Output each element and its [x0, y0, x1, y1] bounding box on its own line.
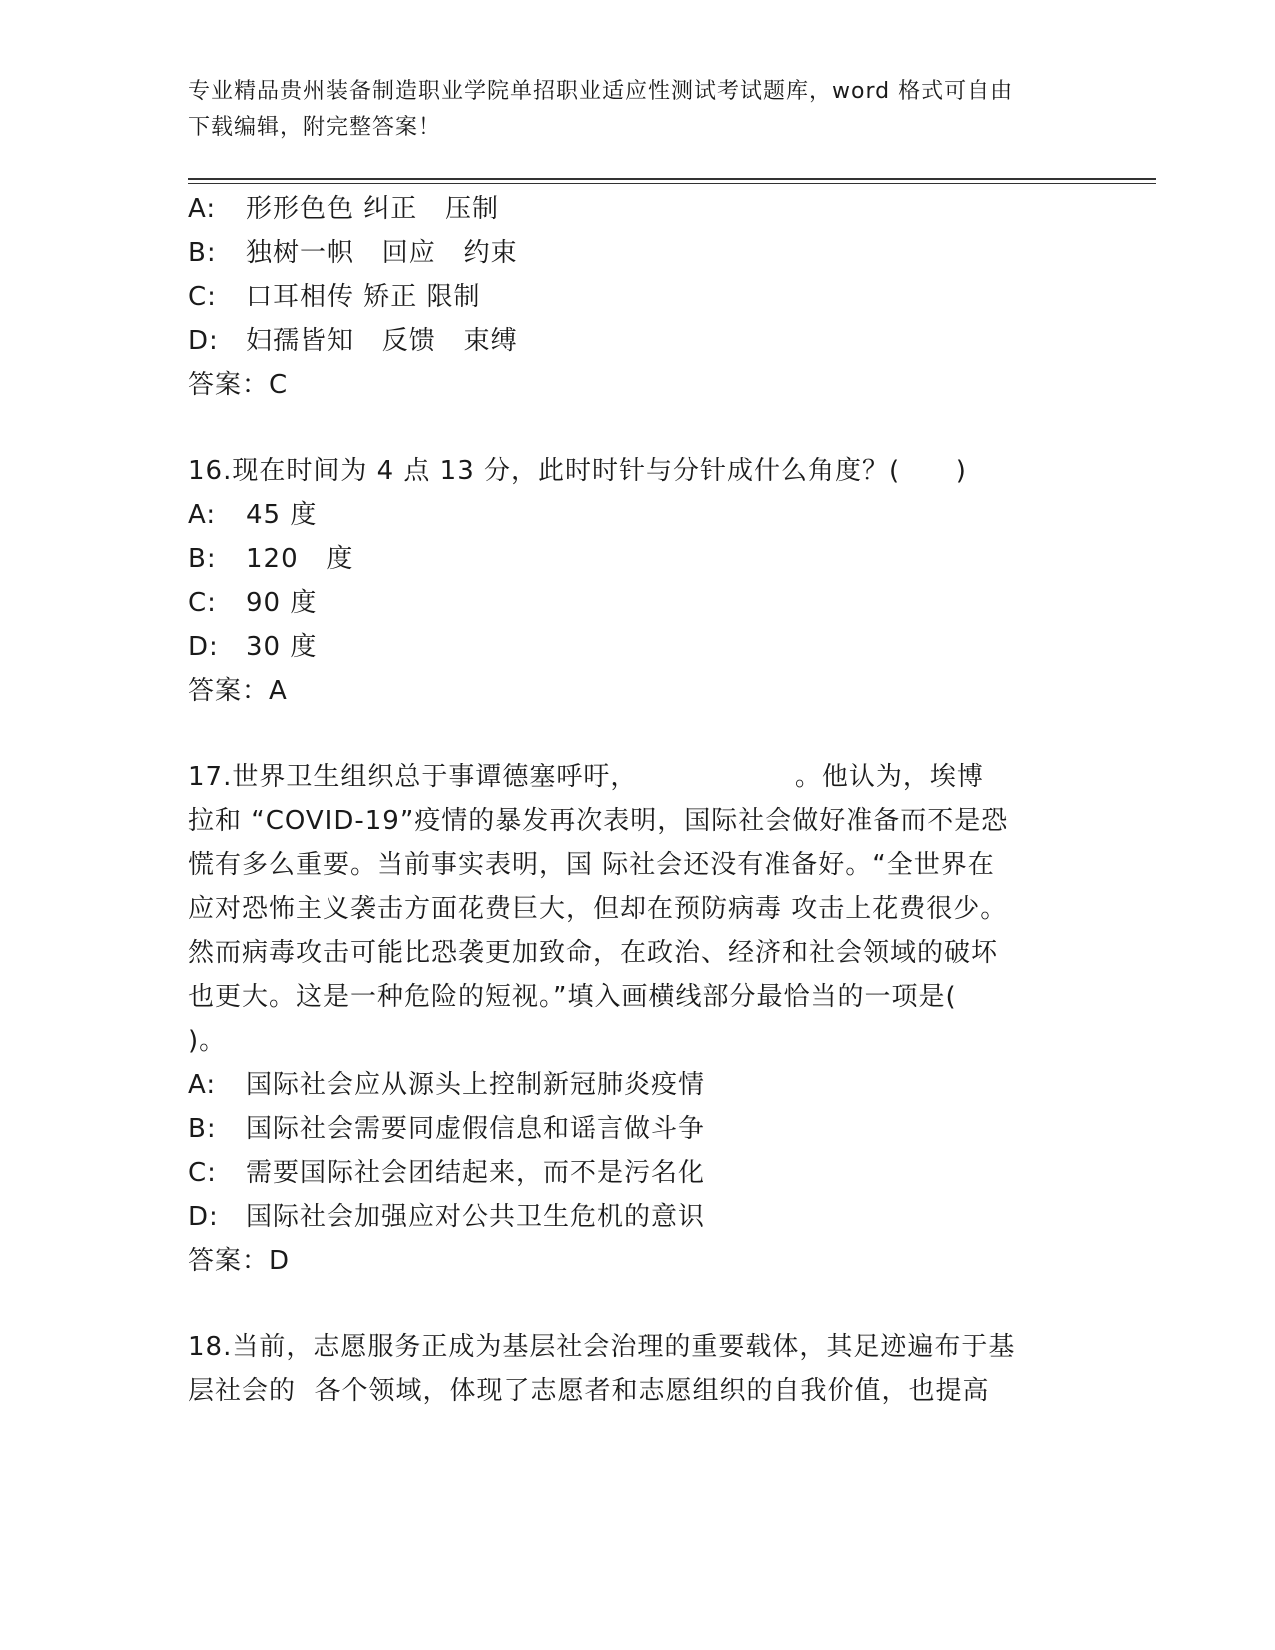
- q17-option-b: B: 国际社会需要同虚假信息和谣言做斗争: [188, 1114, 706, 1144]
- q17-option-d: D: 国际社会加强应对公共卫生危机的意识: [188, 1202, 706, 1232]
- header-line-2: 下载编辑，附完整答案！: [188, 115, 442, 140]
- q15-option-a: A: 形形色色 纠正 压制: [188, 194, 500, 224]
- header-line-1: 专业精品贵州装备制造职业学院单招职业适应性测试考试题库，word 格式可自由: [188, 79, 1014, 104]
- q17-stem-line-2: 拉和 “COVID-19”疫情的暴发再次表明，国际社会做好准备而不是恐: [188, 806, 1009, 836]
- q17-stem-line-7: )。: [188, 1026, 227, 1056]
- q17-stem-line-6: 也更大。这是一种危险的短视。”填入画横线部分最恰当的一项是(: [188, 982, 957, 1012]
- q17-option-c: C: 需要国际社会团结起来，而不是污名化: [188, 1158, 706, 1188]
- q17-answer: 答案：D: [188, 1246, 291, 1276]
- q15-option-d: D: 妇孺皆知 反馈 束缚: [188, 326, 518, 356]
- q18-stem-line-2: 层社会的 各个领域，体现了志愿者和志愿组织的自我价值，也提高: [188, 1376, 990, 1406]
- q17-stem-line-3: 慌有多么重要。当前事实表明，国 际社会还没有准备好。“全世界在: [188, 850, 995, 880]
- q15-option-c: C: 口耳相传 矫正 限制: [188, 282, 481, 312]
- q16-option-b: B: 120 度: [188, 544, 354, 574]
- q16-option-c: C: 90 度: [188, 588, 318, 618]
- q17-stem-line-1: 17.世界卫生组织总于事谭德塞呼吁， 。他认为，埃博: [188, 762, 984, 792]
- q16-option-a: A: 45 度: [188, 500, 318, 530]
- q17-stem-line-4: 应对恐怖主义袭击方面花费巨大，但却在预防病毒 攻击上花费很少。: [188, 894, 1008, 924]
- q16-option-d: D: 30 度: [188, 632, 318, 662]
- q16-answer: 答案：A: [188, 676, 288, 706]
- q15-option-b: B: 独树一帜 回应 约束: [188, 238, 518, 268]
- q18-stem-line-1: 18.当前，志愿服务正成为基层社会治理的重要载体，其足迹遍布于基: [188, 1332, 1016, 1362]
- q15-answer: 答案：C: [188, 370, 289, 400]
- header-rule-thick: [188, 178, 1156, 180]
- document-header: [188, 74, 1088, 146]
- q17-option-a: A: 国际社会应从源头上控制新冠肺炎疫情: [188, 1070, 706, 1100]
- q16-stem: 16.现在时间为 4 点 13 分，此时时针与分针成什么角度？( ): [188, 456, 967, 486]
- q17-stem-line-5: 然而病毒攻击可能比恐袭更加致命，在政治、经济和社会领域的破坏: [188, 938, 999, 968]
- header-rule-thin: [188, 183, 1156, 184]
